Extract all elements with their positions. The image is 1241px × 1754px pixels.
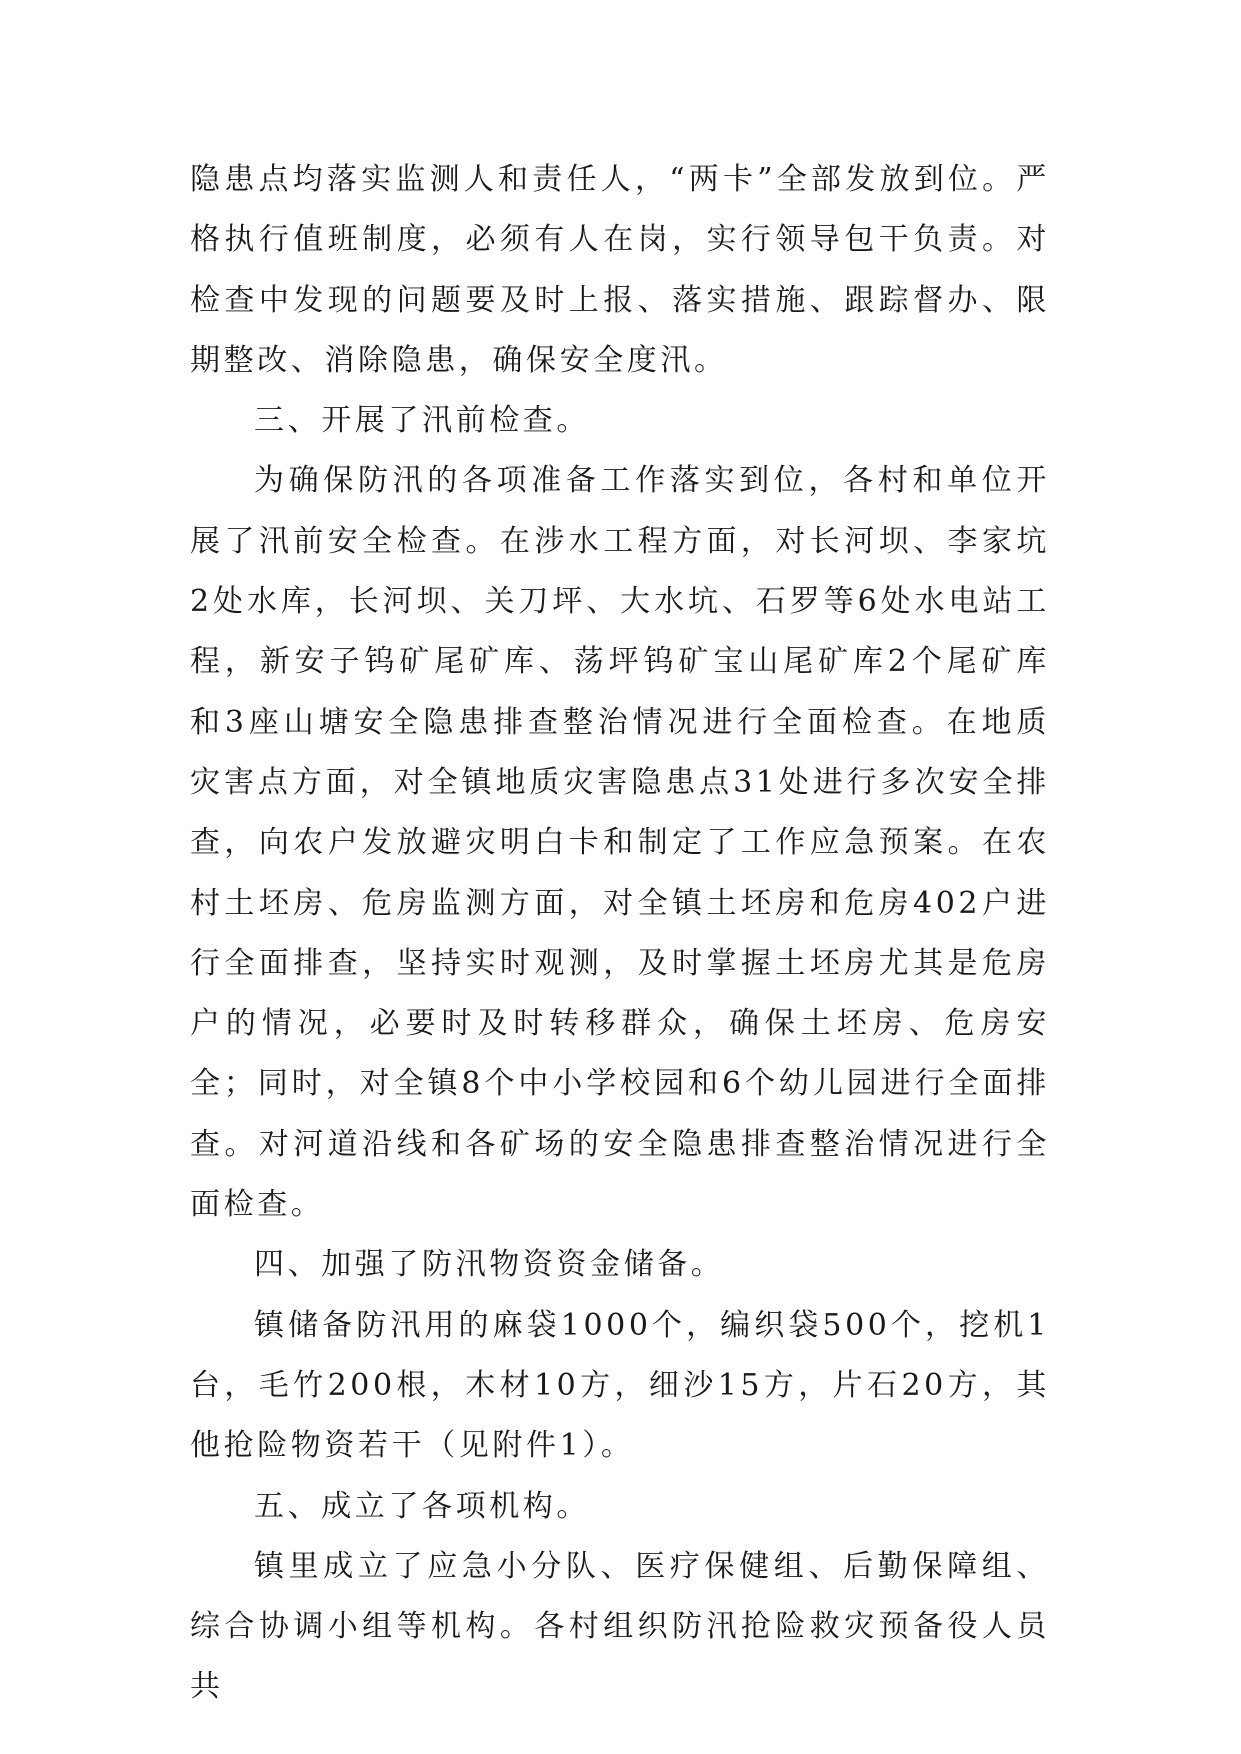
document-body (190, 150, 1050, 1718)
section-heading-organizations: 五、成立了各项机构。 (254, 1488, 590, 1524)
section-heading-materials-reserve: 四、加强了防汛物资资金储备。 (254, 1247, 725, 1283)
paragraph-pre-flood-inspection: 为确保防汛的各项准备工作落实到位，各村和单位开展了汛前安全检查。在涉水工程方面，对长河坝、李家坑2处水库，长河坝、关刀坪、大水坑、石罗等6处水电站工程，新安子钨矿尾矿库、荡坪钨矿宝山尾矿库2个尾矿库和3座山塘安全隐患排查整治情况进行全面检查。在地质灾害点方面，对全镇地质灾害隐患点31处进行多次安全排查，向农户发放避灾明白卡和制定了工作应急预案。在农村土坯房、危房监测方面，对全镇土坯房和危房402户进行全面排查，坚持实时观测，及时掌握土坯房尤其是危房户的情况，必要时及时转移群众，确保土坯房、危房安全；同时，对全镇8个中小学校园和6个幼儿园进行全面排查。对河道沿线和各矿场的安全隐患排查整治情况进行全面检查。 (190, 463, 1050, 1223)
section-heading-pre-flood-inspection: 三、开展了汛前检查。 (254, 403, 590, 439)
paragraph-organizations: 镇里成立了应急小分队、医疗保健组、后勤保障组、综合协调小组等机构。各村组织防汛抢险救灾预备役人员共 (190, 1548, 1050, 1705)
paragraph-materials-reserve: 镇储备防汛用的麻袋1000个，编织袋500个，挖机1台，毛竹200根，木材10方，细沙15方，片石20方，其他抢险物资若干（见附件1）。 (190, 1307, 1050, 1464)
paragraph-continuation: 隐患点均落实监测人和责任人，“两卡”全部发放到位。严格执行值班制度，必须有人在岗，实行领导包干负责。对检查中发现的问题要及时上报、落实措施、跟踪督办、限期整改、消除隐患，确保安全度汛。 (190, 162, 1050, 378)
